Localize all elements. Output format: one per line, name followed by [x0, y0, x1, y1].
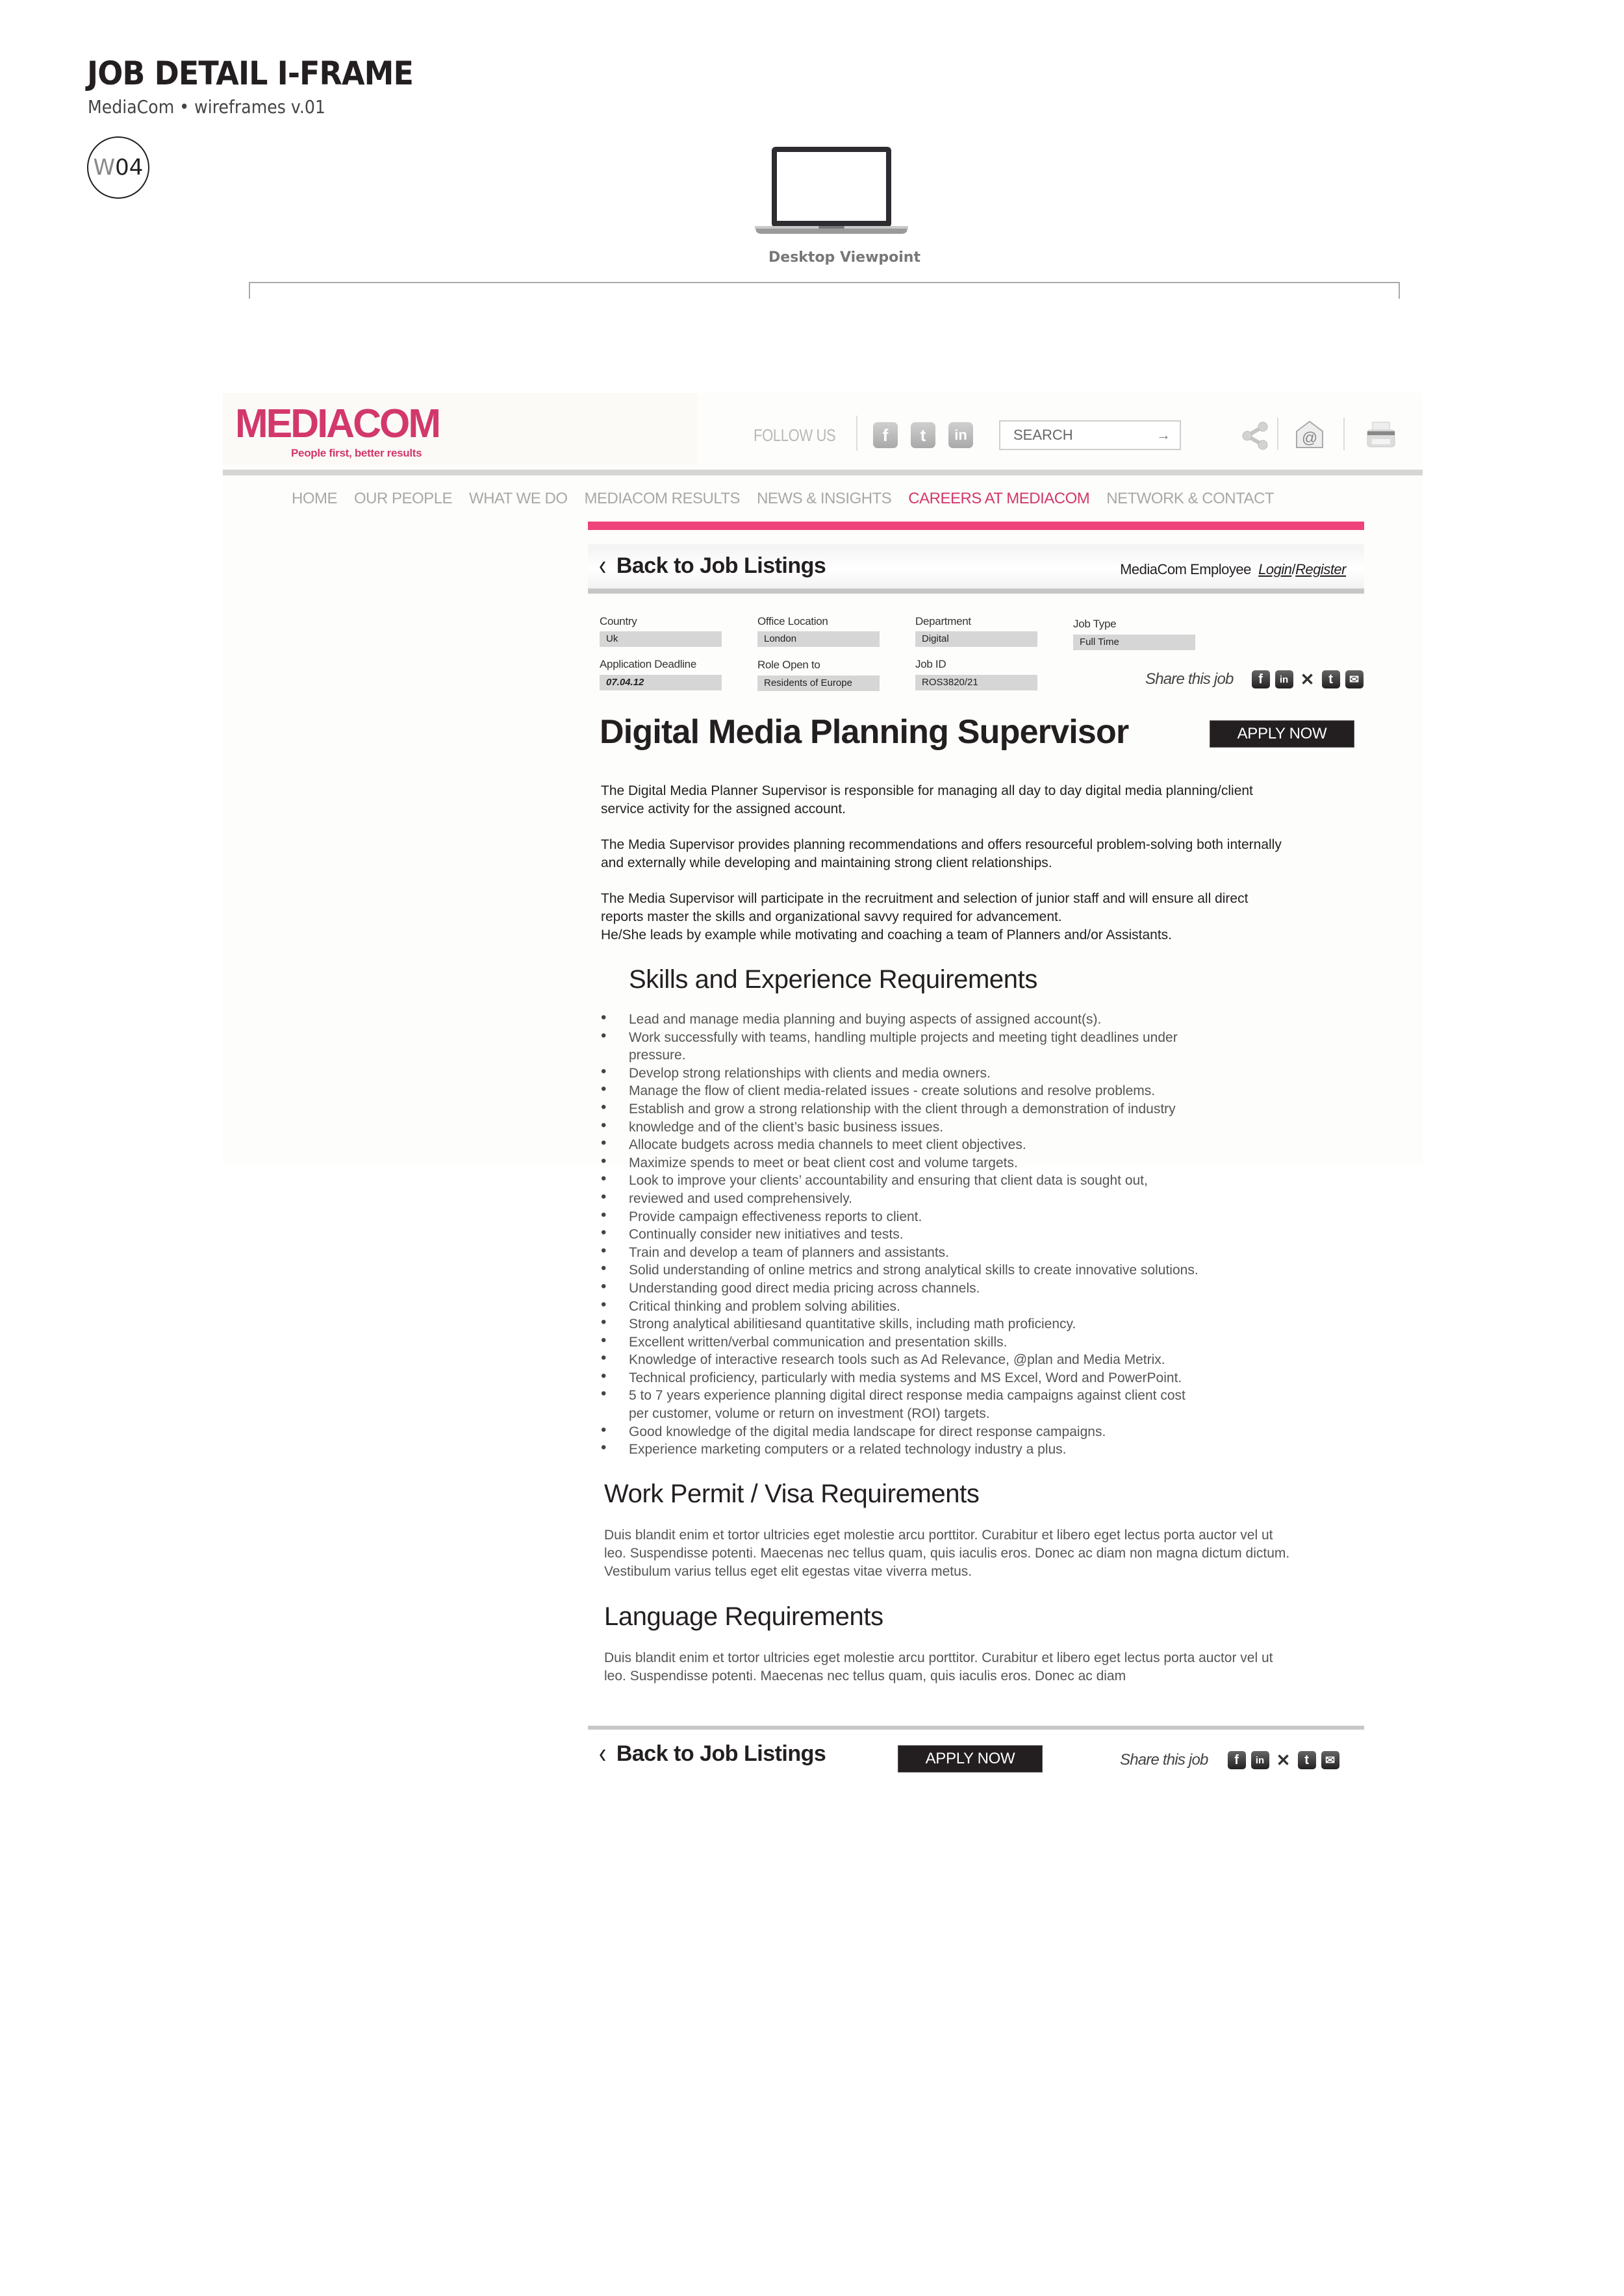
- nav-careers-at-mediacom[interactable]: CAREERS AT MEDIACOM: [908, 490, 1090, 507]
- back-link-label: Back to Job Listings: [616, 1741, 826, 1766]
- badge-prefix: W: [93, 155, 116, 181]
- skill-item: • Knowledge of interactive research tools such as Ad Relevance, @plan and Media Metrix.: [599, 1351, 1313, 1369]
- skill-item: • Establish and grow a strong relationship with the client through a demonstration of industry: [599, 1100, 1313, 1118]
- linkedin-icon[interactable]: in: [1275, 670, 1293, 688]
- main-navigation: [292, 490, 1274, 508]
- job-id-label: Job ID: [915, 658, 946, 670]
- email-icon[interactable]: ✉: [1345, 670, 1364, 688]
- skill-item: • Excellent written/verbal communication and presentation skills.: [599, 1333, 1313, 1352]
- country-label: Country: [600, 615, 637, 627]
- back-link-label: Back to Job Listings: [616, 553, 826, 578]
- nav-network-contact[interactable]: NETWORK & CONTACT: [1106, 490, 1274, 507]
- email-icon[interactable]: ✉: [1321, 1751, 1339, 1769]
- skill-item: • Work successfully with teams, handling multiple projects and meeting tight deadlines under: [599, 1029, 1313, 1047]
- skill-item: • Maximize spends to meet or beat client cost and volume targets.: [599, 1154, 1313, 1172]
- skill-item: • Provide campaign effectiveness reports to client.: [599, 1208, 1313, 1226]
- login-register-separator: /: [1291, 561, 1296, 577]
- role-open-to-label: Role Open to: [757, 659, 820, 671]
- department-label: Department: [915, 615, 971, 627]
- skill-item: per customer, volume or return on investment (ROI) targets.: [629, 1406, 990, 1422]
- nav-what-we-do[interactable]: WHAT WE DO: [469, 490, 568, 507]
- linkedin-icon[interactable]: in: [1251, 1751, 1269, 1769]
- skill-item: • Understanding good direct media pricing across channels.: [599, 1280, 1313, 1298]
- employee-label: MediaCom Employee: [1120, 561, 1251, 577]
- search-box[interactable]: [999, 420, 1181, 450]
- back-to-job-listings-link[interactable]: [599, 549, 826, 582]
- email-icon[interactable]: [1295, 420, 1325, 449]
- skill-item: • reviewed and used comprehensively.: [599, 1190, 1313, 1208]
- divider: [856, 416, 857, 451]
- job-description-paragraph: The Media Supervisor provides planning recommendations and offers resourceful problem-solving both internally and externally while developing and maintaining strong client relationships.: [601, 837, 1282, 870]
- login-link[interactable]: Login: [1258, 561, 1292, 577]
- job-nav-bar-divider: [588, 588, 1364, 594]
- apply-now-button-bottom[interactable]: APPLY NOW: [898, 1745, 1043, 1772]
- mediacom-logo[interactable]: [235, 401, 443, 460]
- skill-item: • knowledge and of the client’s basic business issues.: [599, 1118, 1313, 1137]
- search-submit-arrow-icon[interactable]: →: [1156, 427, 1171, 443]
- share-job-top: [1145, 670, 1364, 688]
- skill-item: • Allocate budgets across media channels to meet client objectives.: [599, 1136, 1313, 1154]
- skill-item: • Solid understanding of online metrics and strong analytical skills to create innovative solutions.: [599, 1261, 1313, 1280]
- apply-now-button[interactable]: APPLY NOW: [1210, 720, 1354, 748]
- skill-item: • Develop strong relationships with clients and media owners.: [599, 1065, 1313, 1083]
- application-deadline-label: Application Deadline: [600, 658, 696, 670]
- skills-list: [599, 1011, 1313, 1459]
- skill-item: • Technical proficiency, particularly with media systems and MS Excel, Word and PowerPoint.: [599, 1369, 1313, 1387]
- facebook-icon[interactable]: f: [1252, 670, 1270, 688]
- job-id-value: ROS3820/21: [915, 675, 1037, 690]
- share-label: Share this job: [1120, 1751, 1208, 1769]
- skill-item: • 5 to 7 years experience planning digital direct response media campaigns against client cost: [599, 1387, 1313, 1405]
- twitter-icon[interactable]: t: [1298, 1751, 1316, 1769]
- skill-item: • Continually consider new initiatives and tests.: [599, 1226, 1313, 1244]
- job-description-paragraph: The Digital Media Planner Supervisor is responsible for managing all day to day digital media planning/client service activity for the assigned account.: [601, 783, 1253, 816]
- visa-heading: Work Permit / Visa Requirements: [604, 1480, 980, 1508]
- skill-item: pressure.: [629, 1048, 686, 1063]
- svg-text:@: @: [1301, 429, 1318, 447]
- section-accent-bar: [588, 522, 1364, 530]
- job-description-paragraph: The Media Supervisor will participate in the recruitment and selection of junior staff and will ensure all direct reports master the skills and organizational savvy required for advancement.: [601, 891, 1249, 924]
- footer-divider-bar: [588, 1726, 1364, 1730]
- skill-item: • Experience marketing computers or a related technology industry a plus.: [599, 1441, 1313, 1459]
- xing-icon[interactable]: ✕: [1300, 670, 1315, 689]
- office-location-value: London: [757, 631, 880, 647]
- logo-wordmark: MEDIACOM: [235, 401, 440, 446]
- twitter-icon[interactable]: t: [911, 422, 935, 448]
- language-body: Duis blandit enim et tortor ultricies eget molestie arcu porttitor. Curabitur et libero eget lectus porta auctor vel ut leo. Suspendisse potenti. Maecenas nec tellus quam, quis iaculis eros. Donec ac diam: [604, 1650, 1273, 1684]
- country-value: Uk: [600, 631, 722, 647]
- job-description-paragraph: He/She leads by example while motivating and coaching a team of Planners and/or Assistants.: [601, 927, 1172, 942]
- nav-home[interactable]: HOME: [292, 490, 337, 507]
- facebook-icon[interactable]: f: [1228, 1751, 1246, 1769]
- share-label: Share this job: [1145, 670, 1234, 688]
- share-icon[interactable]: [1241, 421, 1269, 451]
- application-deadline-value: 07.04.12: [600, 675, 722, 690]
- divider: [1277, 418, 1278, 450]
- office-location-label: Office Location: [757, 615, 828, 627]
- skill-item: • Critical thinking and problem solving abilities.: [599, 1298, 1313, 1316]
- viewport-bracket: [249, 282, 1400, 299]
- language-heading: Language Requirements: [604, 1602, 883, 1631]
- job-type-value: Full Time: [1073, 635, 1195, 650]
- role-open-to-value: Residents of Europe: [757, 675, 880, 691]
- chevron-left-icon: ‹: [599, 549, 606, 582]
- skill-item: • Train and develop a team of planners and assistants.: [599, 1244, 1313, 1262]
- twitter-icon[interactable]: t: [1322, 670, 1340, 688]
- linkedin-icon[interactable]: in: [948, 422, 973, 448]
- viewpoint-label: Desktop Viewpoint: [768, 249, 920, 266]
- skill-item: • Lead and manage media planning and buying aspects of assigned account(s).: [599, 1011, 1313, 1029]
- chevron-left-icon: ‹: [599, 1737, 606, 1770]
- job-title: Digital Media Planning Supervisor: [600, 713, 1129, 751]
- badge-number: 04: [115, 155, 144, 181]
- logo-tagline: People first, better results: [291, 447, 422, 459]
- register-link[interactable]: Register: [1295, 561, 1346, 577]
- print-icon[interactable]: [1366, 421, 1396, 449]
- skill-item: • Manage the flow of client media-related issues - create solutions and resolve problems.: [599, 1082, 1313, 1100]
- search-input[interactable]: [1012, 426, 1145, 444]
- nav-news-insights[interactable]: NEWS & INSIGHTS: [757, 490, 892, 507]
- document-subtitle: MediaCom • wireframes v.01: [88, 96, 325, 118]
- skill-item: • Look to improve your clients’ accountability and ensuring that client data is sought out,: [599, 1172, 1313, 1190]
- department-value: Digital: [915, 631, 1037, 647]
- laptop-icon: [754, 144, 909, 235]
- visa-body: Duis blandit enim et tortor ultricies eget molestie arcu porttitor. Curabitur et libero eget lectus porta auctor vel ut leo. Suspendisse potenti. Maecenas nec tellus quam, quis iaculis eros. Donec ac diam non magna dictum dictum. Vestibulum varius tellus eget elit egestas vitae viverra metus.: [604, 1528, 1290, 1579]
- document-title: JOB DETAIL I-FRAME: [87, 55, 414, 92]
- xing-icon[interactable]: ✕: [1276, 1750, 1291, 1770]
- skills-heading: Skills and Experience Requirements: [629, 965, 1037, 994]
- employee-login: [1120, 561, 1346, 578]
- divider: [1343, 418, 1345, 450]
- header-divider-bar: [223, 470, 1423, 475]
- follow-us-label: FOLLOW US: [754, 425, 836, 445]
- skill-item: • Good knowledge of the digital media landscape for direct response campaigns.: [599, 1423, 1313, 1441]
- nav-mediacom-results[interactable]: MEDIACOM RESULTS: [584, 490, 741, 507]
- wireframe-number-badge: [87, 136, 149, 199]
- skill-item: • Strong analytical abilitiesand quantitative skills, including math proficiency.: [599, 1315, 1313, 1333]
- nav-our-people[interactable]: OUR PEOPLE: [354, 490, 453, 507]
- share-job-bottom: [1120, 1751, 1339, 1769]
- back-to-job-listings-link-bottom[interactable]: [599, 1737, 826, 1770]
- job-type-label: Job Type: [1073, 618, 1117, 630]
- facebook-icon[interactable]: f: [873, 422, 898, 448]
